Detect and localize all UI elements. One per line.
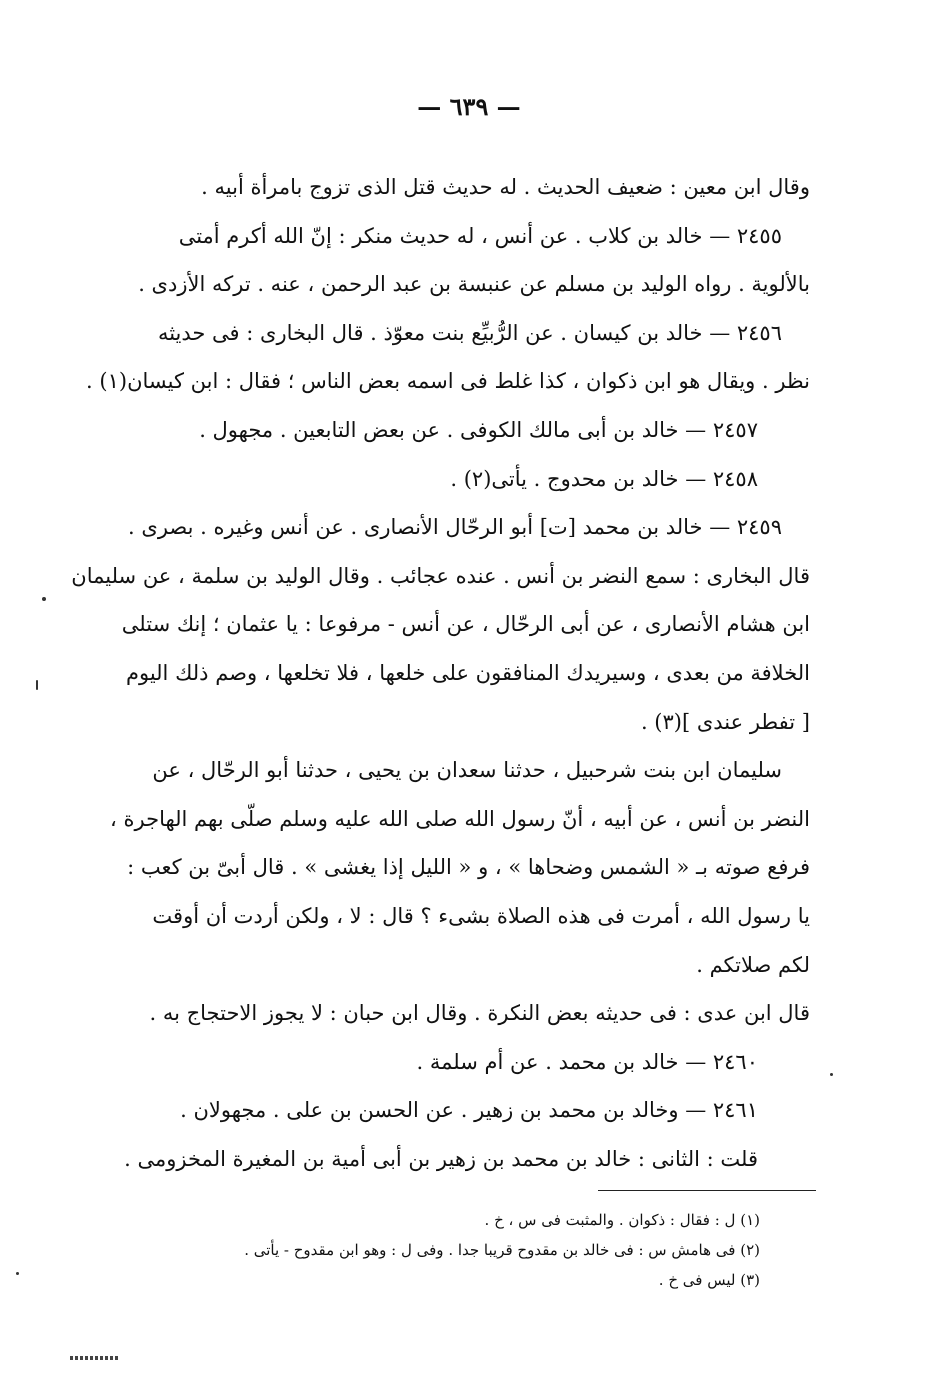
text-line: ابن هشام الأنصارى ، عن أبى الرحّال ، عن أنس - مرفوعا : يا عثمان ؛ إنك ستلى: [121, 612, 810, 637]
text-line: نظر . ويقال هو ابن ذكوان ، كذا غلط فى اسمه بعض الناس ؛ فقال : ابن كيسان(١) .: [86, 369, 810, 394]
scan-speck: [36, 680, 38, 690]
text-line: وقال ابن معين : ضعيف الحديث . له حديث قتل الذى تزوج بامرأة أبيه .: [201, 175, 810, 199]
entry-2457: ٢٤٥٧ — خالد بن أبى مالك الكوفى . عن بعض التابعين . مجهول .: [199, 417, 758, 442]
entry-2455: ٢٤٥٥ — خالد بن كلاب . عن أنس ، له حديث منكر : إنّ الله أكرم أمتى: [178, 223, 782, 248]
text-line: النضر بن أنس ، عن أبيه ، أنّ رسول الله صلى الله عليه وسلم صلّى بهم الهاجرة ،: [110, 806, 810, 831]
text-line: سليمان ابن بنت شرحبيل ، حدثنا سعدان بن يحيى ، حدثنا أبو الرحّال ، عن: [152, 758, 782, 783]
text-line: يا رسول الله ، أمرت فى هذه الصلاة بشىء ؟ قال : لا ، ولكن أردت أن أوقت: [152, 903, 810, 928]
text-line: [ تفطر عندى ](٣) .: [640, 709, 810, 734]
scan-speck: [42, 597, 46, 601]
text-line: بالألوية . رواه الوليد بن مسلم عن عنبسة بن عبد الرحمن ، عنه . تركه الأزدى .: [138, 272, 810, 297]
entry-2461: ٢٤٦١ — وخالد بن محمد بن زهير . عن الحسن بن على . مجهولان .: [180, 1098, 758, 1123]
page-number: — ٦٣٩ —: [417, 92, 521, 121]
footnote-1: (١) ل : فقال : ذكوان . والمثبت فى س ، خ .: [484, 1211, 760, 1229]
text-line: قال البخارى : سمع النضر بن أنس . عنده عجائب . وقال الوليد بن سلمة ، عن سليمان: [71, 563, 810, 588]
entry-2459: ٢٤٥٩ — خالد بن محمد [ت] أبو الرحّال الأنصارى . عن أنس وغيره . بصرى .: [128, 515, 782, 540]
scan-smudge: [70, 1356, 118, 1360]
footnote-3: (٣) ليس فى خ .: [658, 1271, 760, 1289]
footnote-divider: [598, 1190, 816, 1191]
text-line: قلت : الثانى : خالد بن محمد بن زهير بن أبى أمية بن المغيرة المخزومى .: [124, 1146, 758, 1171]
footnote-2: (٢) فى هامش س : فى خالد بن مقدوح قريبا جدا . وفى ل : وهو ابن مقدوح - يأتى .: [244, 1241, 760, 1259]
text-line: لكم صلاتكم .: [696, 952, 810, 977]
main-text: [71, 163, 810, 1183]
footnotes: [120, 1205, 760, 1295]
text-line: فرفع صوته بـ « الشمس وضحاها » ، و « الليل إذا يغشى » . قال أبىّ بن كعب :: [127, 855, 810, 880]
text-line: قال ابن عدى : فى حديثه بعض النكرة . وقال ابن حبان : لا يجوز الاحتجاج به .: [149, 1001, 810, 1026]
entry-2458: ٢٤٥٨ — خالد بن محدوج . يأتى(٢) .: [450, 466, 758, 491]
scan-speck: [830, 1073, 833, 1076]
scan-speck: [16, 1272, 19, 1275]
text-line: الخلافة من بعدى ، وسيريدك المنافقون على خلعها ، فلا تخلعها ، وصم ذلك اليوم: [125, 660, 810, 685]
entry-2460: ٢٤٦٠ — خالد بن محمد . عن أم سلمة .: [416, 1049, 758, 1074]
entry-2456: ٢٤٥٦ — خالد بن كيسان . عن الرُّبيِّع بنت معوّذ . قال البخارى : فى حديثه: [157, 320, 782, 345]
